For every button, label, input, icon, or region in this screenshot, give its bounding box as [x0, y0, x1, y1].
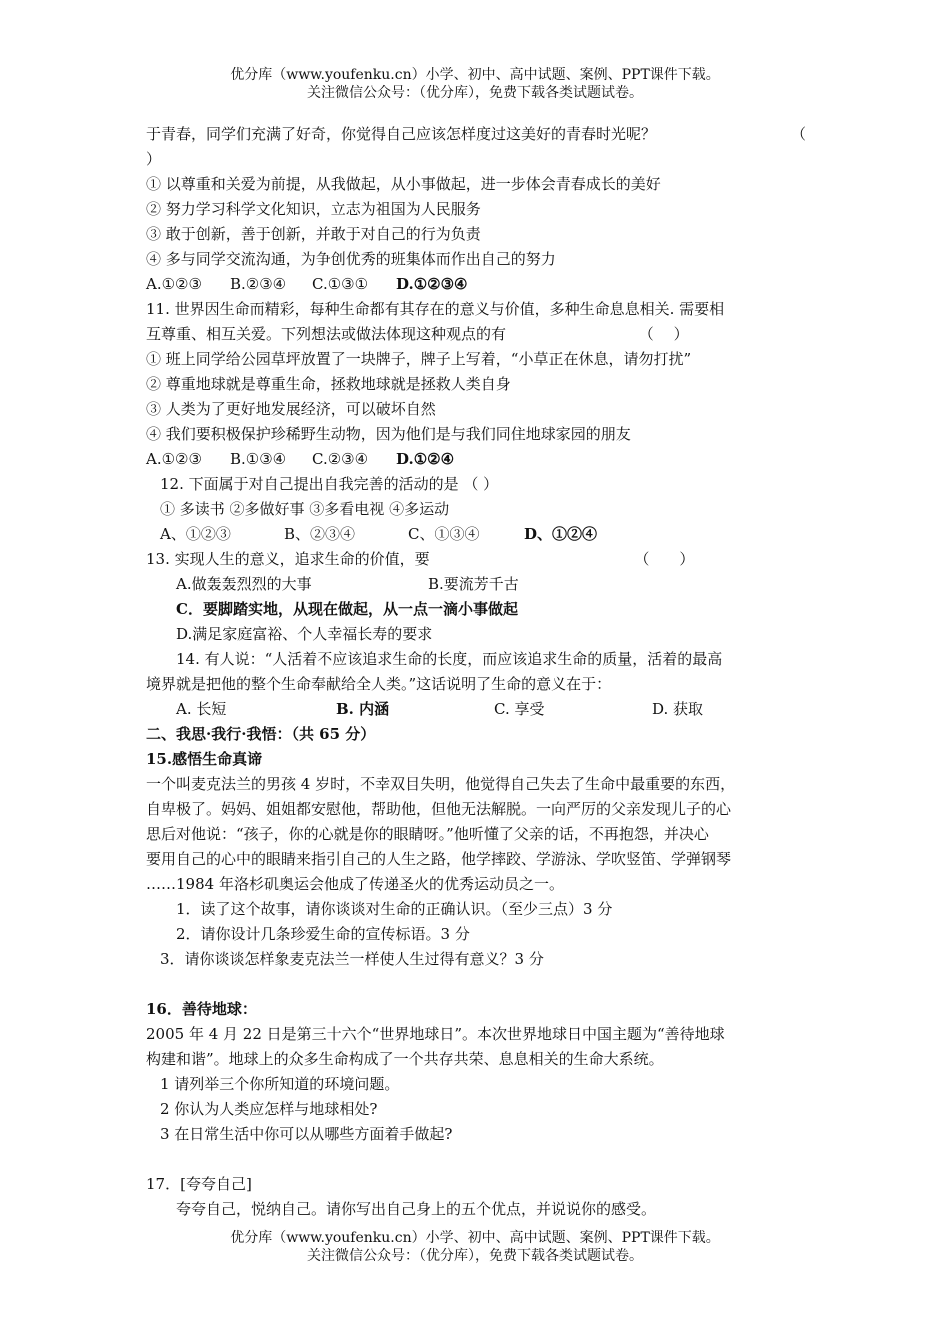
- q16-subquestion-3: 3 在日常生活中你可以从哪些方面着手做起?: [160, 1125, 453, 1143]
- footer-line-2: 关注微信公众号：（优分库），免费下载各类试题试卷。: [307, 1248, 643, 1264]
- q15-subquestion-2: 2．请你设计几条珍爱生命的宣传标语。3 分: [176, 925, 470, 943]
- q15-passage-line-1: 一个叫麦克法兰的男孩 4 岁时，不幸双目失明，他觉得自己失去了生命中最重要的东西，: [146, 775, 736, 793]
- q14-choice-c: C. 享受: [494, 700, 545, 718]
- q17-title: 17．[夸夸自己]: [146, 1175, 252, 1193]
- q10-choice-c: C.①③①: [312, 275, 369, 293]
- q14-stem-line-1: 14. 有人说：“人活着不应该追求生命的长度，而应该追求生命的质量，活着的最高: [176, 650, 723, 668]
- q15-subquestion-3: 3．请你谈谈怎样象麦克法兰一样使人生过得有意义？3 分: [160, 950, 544, 968]
- q17-prompt: 夸夸自己，悦纳自己。请你写出自己身上的五个优点，并说说你的感受。: [176, 1200, 657, 1218]
- q13-choice-c: C．要脚踏实地，从现在做起，从一点一滴小事做起: [176, 600, 518, 618]
- q15-subquestion-1: 1．读了这个故事，请你谈谈对生命的正确认识。（至少三点）3 分: [176, 900, 613, 918]
- header-line-2: 关注微信公众号：（优分库），免费下载各类试题试卷。: [307, 85, 643, 101]
- q11-option-3: ③ 人类为了更好地发展经济，可以破坏自然: [146, 400, 436, 418]
- q13-choices-ab: [146, 572, 806, 597]
- q13-stem: 13. 实现人生的意义，追求生命的价值，要 （ ）: [146, 550, 695, 568]
- q12-choice-b: B、②③④: [284, 525, 356, 543]
- q16-subquestion-1: 1 请列举三个你所知道的环境问题。: [160, 1075, 400, 1093]
- q14-choice-b: B. 内涵: [336, 700, 390, 718]
- q11-choice-a: A.①②③: [146, 450, 202, 468]
- q10-choice-d: D.①②③④: [396, 275, 468, 293]
- q10-option-4: ④ 多与同学交流沟通，为争创优秀的班集体而作出自己的努力: [146, 250, 556, 268]
- q12-choice-a: A、①②③: [160, 525, 231, 543]
- q12-stem: 12. 下面属于对自己提出自我完善的活动的是 （ ）: [160, 475, 499, 493]
- q11-option-2: ② 尊重地球就是尊重生命，拯救地球就是拯救人类自身: [146, 375, 511, 393]
- footer-line-1: 优分库（www.youfenku.cn）小学、初中、高中试题、案例、PPT课件下载。: [230, 1230, 720, 1246]
- q15-passage-line-4: 要用自己的心中的眼睛来指引自己的人生之路，他学摔跤、学游泳、学吹竖笛、学弹钢琴: [146, 850, 732, 868]
- q14-stem-line-2: 境界就是把他的整个生命奉献给全人类。”这话说明了生命的意义在于：: [146, 675, 612, 693]
- q11-paren: （ ）: [638, 325, 689, 343]
- q11-option-1: ① 班上同学给公园草坪放置了一块牌子，牌子上写着，“小草正在休息，请勿打扰”: [146, 350, 692, 368]
- q13-paren: （ ）: [634, 550, 695, 568]
- q12-options: ① 多读书 ②多做好事 ③多看电视 ④多运动: [160, 500, 450, 518]
- q14-choice-d: D. 获取: [652, 700, 704, 718]
- q16-passage-line-2: 构建和谐”。地球上的众多生命构成了一个共存共荣、息息相关的生命大系统。: [146, 1050, 664, 1068]
- q11-number: 11.: [146, 300, 170, 318]
- q16-subquestion-2: 2 你认为人类应怎样与地球相处?: [160, 1100, 378, 1118]
- q12-choice-d: D、①②④: [524, 525, 598, 543]
- q10-choice-b: B.②③④: [230, 275, 287, 293]
- q15-title: 15.感悟生命真谛: [146, 750, 263, 768]
- page-footer: [0, 1229, 950, 1265]
- q16-passage-line-1: 2005 年 4 月 22 日是第三十六个“世界地球日”。本次世界地球日中国主题为“善待地球: [146, 1025, 725, 1043]
- q10-paren-close: ）: [146, 150, 162, 168]
- q10-option-1: ① 以尊重和关爱为前提，从我做起，从小事做起，进一步体会青春成长的美好: [146, 175, 661, 193]
- q10-stem: 于青春，同学们充满了好奇，你觉得自己应该怎样度过这美好的青春时光呢？ （: [146, 125, 806, 143]
- q11-choice-c: C.②③④: [312, 450, 369, 468]
- q16-title: 16．善待地球：: [146, 1000, 257, 1018]
- q11-option-4: ④ 我们要积极保护珍稀野生动物，因为他们是与我们同住地球家园的朋友: [146, 425, 631, 443]
- q11-choices: [146, 447, 806, 472]
- header-line-1: 优分库（www.youfenku.cn）小学、初中、高中试题、案例、PPT课件下载。: [230, 67, 720, 83]
- q10-option-2: ② 努力学习科学文化知识，立志为祖国为人民服务: [146, 200, 481, 218]
- q10-choices: [146, 272, 806, 297]
- q11-stem-line-2: 互尊重、相互关爱。下列想法或做法体现这种观点的有 （ ）: [146, 325, 689, 343]
- q12-choices: [146, 522, 806, 547]
- q10-choice-a: A.①②③: [146, 275, 202, 293]
- q12-choice-c: C、①③④: [408, 525, 480, 543]
- spacer: [146, 1147, 806, 1172]
- spacer: [146, 972, 806, 997]
- q11-stem-line-1: 11. 世界因生命而精彩，每种生命都有其存在的意义与价值，多种生命息息相关. 需要相: [146, 300, 725, 318]
- q13-choice-d: D.满足家庭富裕、个人幸福长寿的要求: [176, 625, 433, 643]
- q15-passage-line-2: 自卑极了。妈妈、姐姐都安慰他，帮助他，但他无法解脱。一向严厉的父亲发现儿子的心: [146, 800, 732, 818]
- q15-passage-line-5: ……1984 年洛杉矶奥运会他成了传递圣火的优秀运动员之一。: [146, 875, 564, 893]
- q14-choices: [146, 697, 806, 722]
- document-body: [146, 122, 806, 1222]
- section-2-title: 二、我思·我行·我悟：（共 65 分）: [146, 725, 376, 743]
- q13-choice-a: A.做轰轰烈烈的大事: [176, 575, 312, 593]
- q10-option-3: ③ 敢于创新，善于创新，并敢于对自己的行为负责: [146, 225, 481, 243]
- q11-choice-b: B.①③④: [230, 450, 287, 468]
- page-header: [0, 66, 950, 102]
- q14-choice-a: A. 长短: [176, 700, 227, 718]
- q15-passage-line-3: 思后对他说：“孩子，你的心就是你的眼睛呀。”他听懂了父亲的话，不再抱怨，并决心: [146, 825, 709, 843]
- q13-choice-b: B.要流芳千古: [428, 575, 519, 593]
- q11-choice-d: D.①②④: [396, 450, 455, 468]
